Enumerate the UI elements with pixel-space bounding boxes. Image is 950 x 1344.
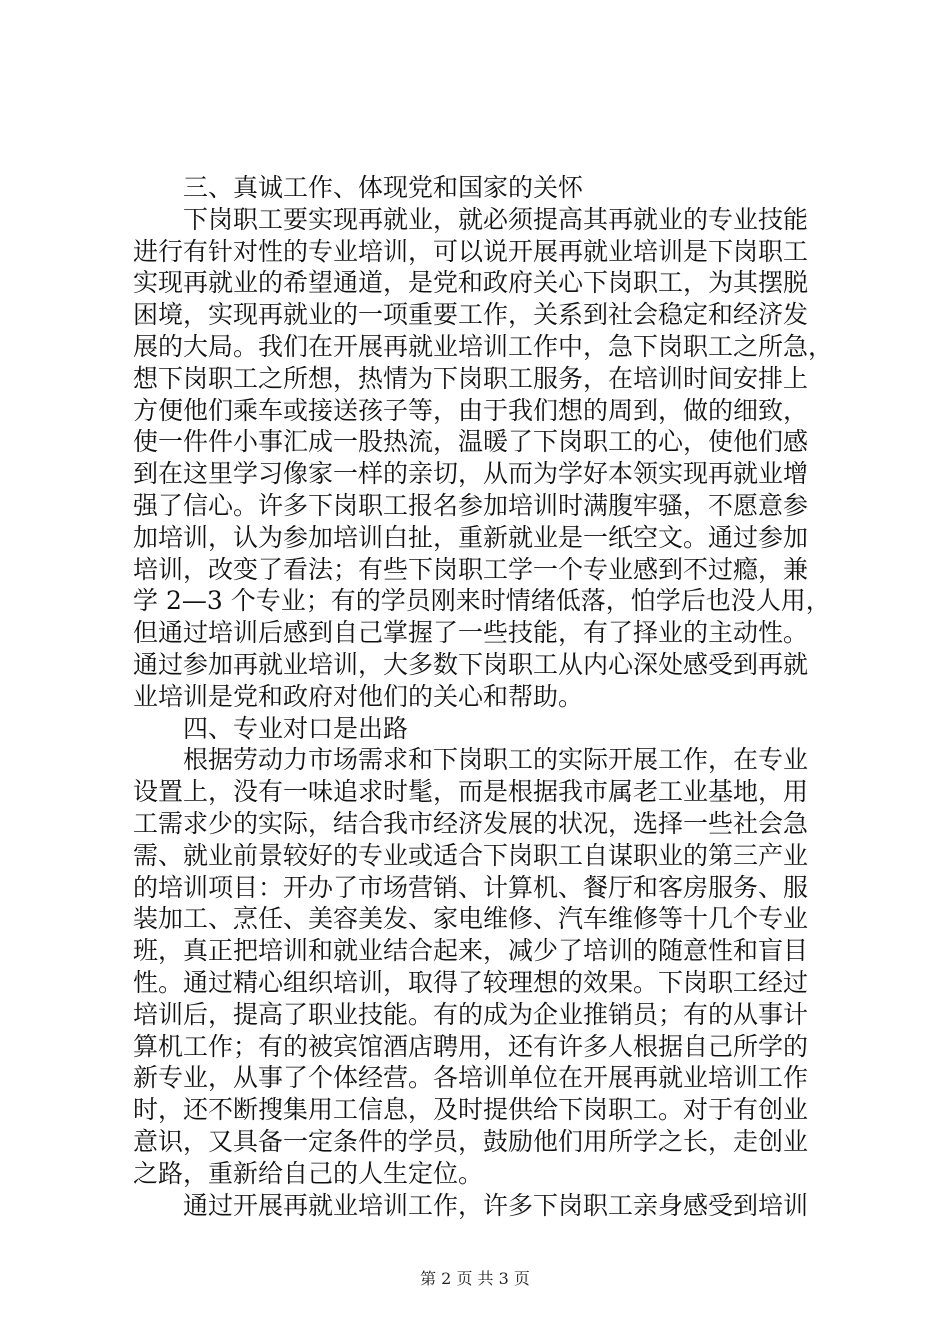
text-line: 加培训，认为参加培训白扯，重新就业是一纸空文。通过参加 bbox=[133, 522, 809, 552]
text-line: 展的大局。我们在开展再就业培训工作中，急下岗职工之所急， bbox=[133, 331, 834, 361]
text-line: 需、就业前景较好的专业或适合下岗职工自谋职业的第三产业 bbox=[133, 840, 809, 870]
text-line: 四、专业对口是出路 bbox=[183, 713, 409, 743]
text-line: 班，真正把培训和就业结合起来，减少了培训的随意性和盲目 bbox=[133, 936, 809, 966]
text-line: 根据劳动力市场需求和下岗职工的实际开展工作，在专业 bbox=[183, 745, 809, 775]
text-line: 强了信心。许多下岗职工报名参加培训时满腹牢骚，不愿意参 bbox=[133, 490, 809, 520]
text-line: 到在这里学习像家一样的亲切，从而为学好本领实现再就业增 bbox=[133, 459, 809, 489]
text-line: 算机工作；有的被宾馆酒店聘用，还有许多人根据自己所学的 bbox=[133, 1031, 809, 1061]
text-line: 培训后，提高了职业技能。有的成为企业推销员；有的从事计 bbox=[133, 999, 809, 1029]
text-line: 进行有针对性的专业培训，可以说开展再就业培训是下岗职工 bbox=[133, 236, 809, 266]
text-line: 困境，实现再就业的一项重要工作，关系到社会稳定和经济发 bbox=[133, 300, 809, 330]
page-footer: 第 2 页 共 3 页 bbox=[420, 1269, 530, 1288]
text-line: 使一件件小事汇成一股热流，温暖了下岗职工的心，使他们感 bbox=[133, 427, 809, 457]
text-line: 的培训项目：开办了市场营销、计算机、餐厅和客房服务、服 bbox=[133, 872, 809, 902]
text-line: 培训，改变了看法；有些下岗职工学一个专业感到不过瘾，兼 bbox=[133, 554, 809, 584]
text-line: 方便他们乘车或接送孩子等，由于我们想的周到，做的细致， bbox=[133, 395, 809, 425]
text-line: 下岗职工要实现再就业，就必须提高其再就业的专业技能 bbox=[183, 204, 809, 234]
text-line: 工需求少的实际，结合我市经济发展的状况，选择一些社会急 bbox=[133, 808, 809, 838]
text-line: 实现再就业的希望通道，是党和政府关心下岗职工，为其摆脱 bbox=[133, 268, 809, 298]
text-line: 但通过培训后感到自己掌握了一些技能，有了择业的主动性。 bbox=[133, 618, 809, 648]
text-line: 设置上，没有一味追求时髦，而是根据我市属老工业基地，用 bbox=[133, 777, 809, 807]
text-line: 通过开展再就业培训工作，许多下岗职工亲身感受到培训 bbox=[183, 1190, 809, 1220]
text-line: 想下岗职工之所想，热情为下岗职工服务，在培训时间安排上 bbox=[133, 363, 809, 393]
document-body bbox=[133, 172, 833, 1221]
text-line: 新专业，从事了个体经营。各培训单位在开展再就业培训工作 bbox=[133, 1063, 809, 1093]
text-line: 通过参加再就业培训，大多数下岗职工从内心深处感受到再就 bbox=[133, 649, 809, 679]
text-line: 性。通过精心组织培训，取得了较理想的效果。下岗职工经过 bbox=[133, 967, 809, 997]
text-line: 装加工、烹任、美容美发、家电维修、汽车维修等十几个专业 bbox=[133, 904, 809, 934]
text-line: 学 2—3 个专业；有的学员刚来时情绪低落，怕学后也没人用， bbox=[133, 586, 831, 616]
text-line: 意识，又具备一定条件的学员，鼓励他们用所学之长，走创业 bbox=[133, 1126, 809, 1156]
text-line: 之路，重新给自己的人生定位。 bbox=[133, 1158, 484, 1188]
text-line: 业培训是党和政府对他们的关心和帮助。 bbox=[133, 681, 584, 711]
text-line: 时，还不断搜集用工信息，及时提供给下岗职工。对于有创业 bbox=[133, 1095, 809, 1125]
text-line: 三、真诚工作、体现党和国家的关怀 bbox=[183, 173, 584, 202]
